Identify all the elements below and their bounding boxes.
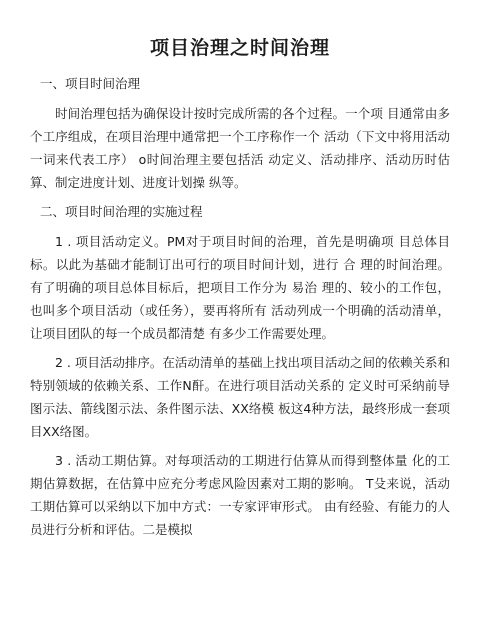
paragraph-activity-definition: 1 . 项目活动定义。PM对于项目时间的治理，首先是明确项 目总体目标。以此为基础才能制订出可行的项目时间计划，进行 合 理的时间治理。有了明确的项目总体目标后，把项目工作分为 易治 理的、较小的工作包，也叫多个项目活动（或任务），要再将所有 活动列成一个明确的活动清单，让项目团队的每一个成员都清楚 有多少工作需要处理。 [30, 234, 450, 341]
paragraph-time-management-intro: 时间治理包括为确保设计按时完成所需的各个过程。一个项 目通常由多个工序组成，在项目治理中通常把一个工序称作一个 活动（下文中将用活动一词来代表工序） o时间治理主要包括活 动定义、活动排序、活动历时估算、制定进度计划、进度计划操 纵等。 [30, 106, 450, 190]
document-title: 项目治理之时间治理 [149, 37, 330, 59]
section-heading-implementation: 二、项目时间治理的实施过程 [40, 204, 203, 219]
section-heading-time-management: 一、项目时间治理 [40, 76, 141, 91]
paragraph-activity-sequencing: 2 . 项目活动排序。在活动清单的基础上找出项目活动之间的依赖关系和特别领域的依赖关系、工作N酐。在进行项目活动关系的 定义时可采纳前导图示法、箭线图示法、条件图示法、XX络模 板这4种方法，最终形成一套项目XX络图。 [30, 355, 450, 439]
paragraph-duration-estimation: 3 . 活动工期估算。对每项活动的工期进行估算从而得到整体量 化的工期估算数据，在估算中应充分考虑风险因素对工期的影响。 T殳来说，活动工期估算可以采纳以下加中方式：一专家评审形式。 由有经验、有能力的人员进行分析和评估。二是模拟 [30, 453, 450, 537]
